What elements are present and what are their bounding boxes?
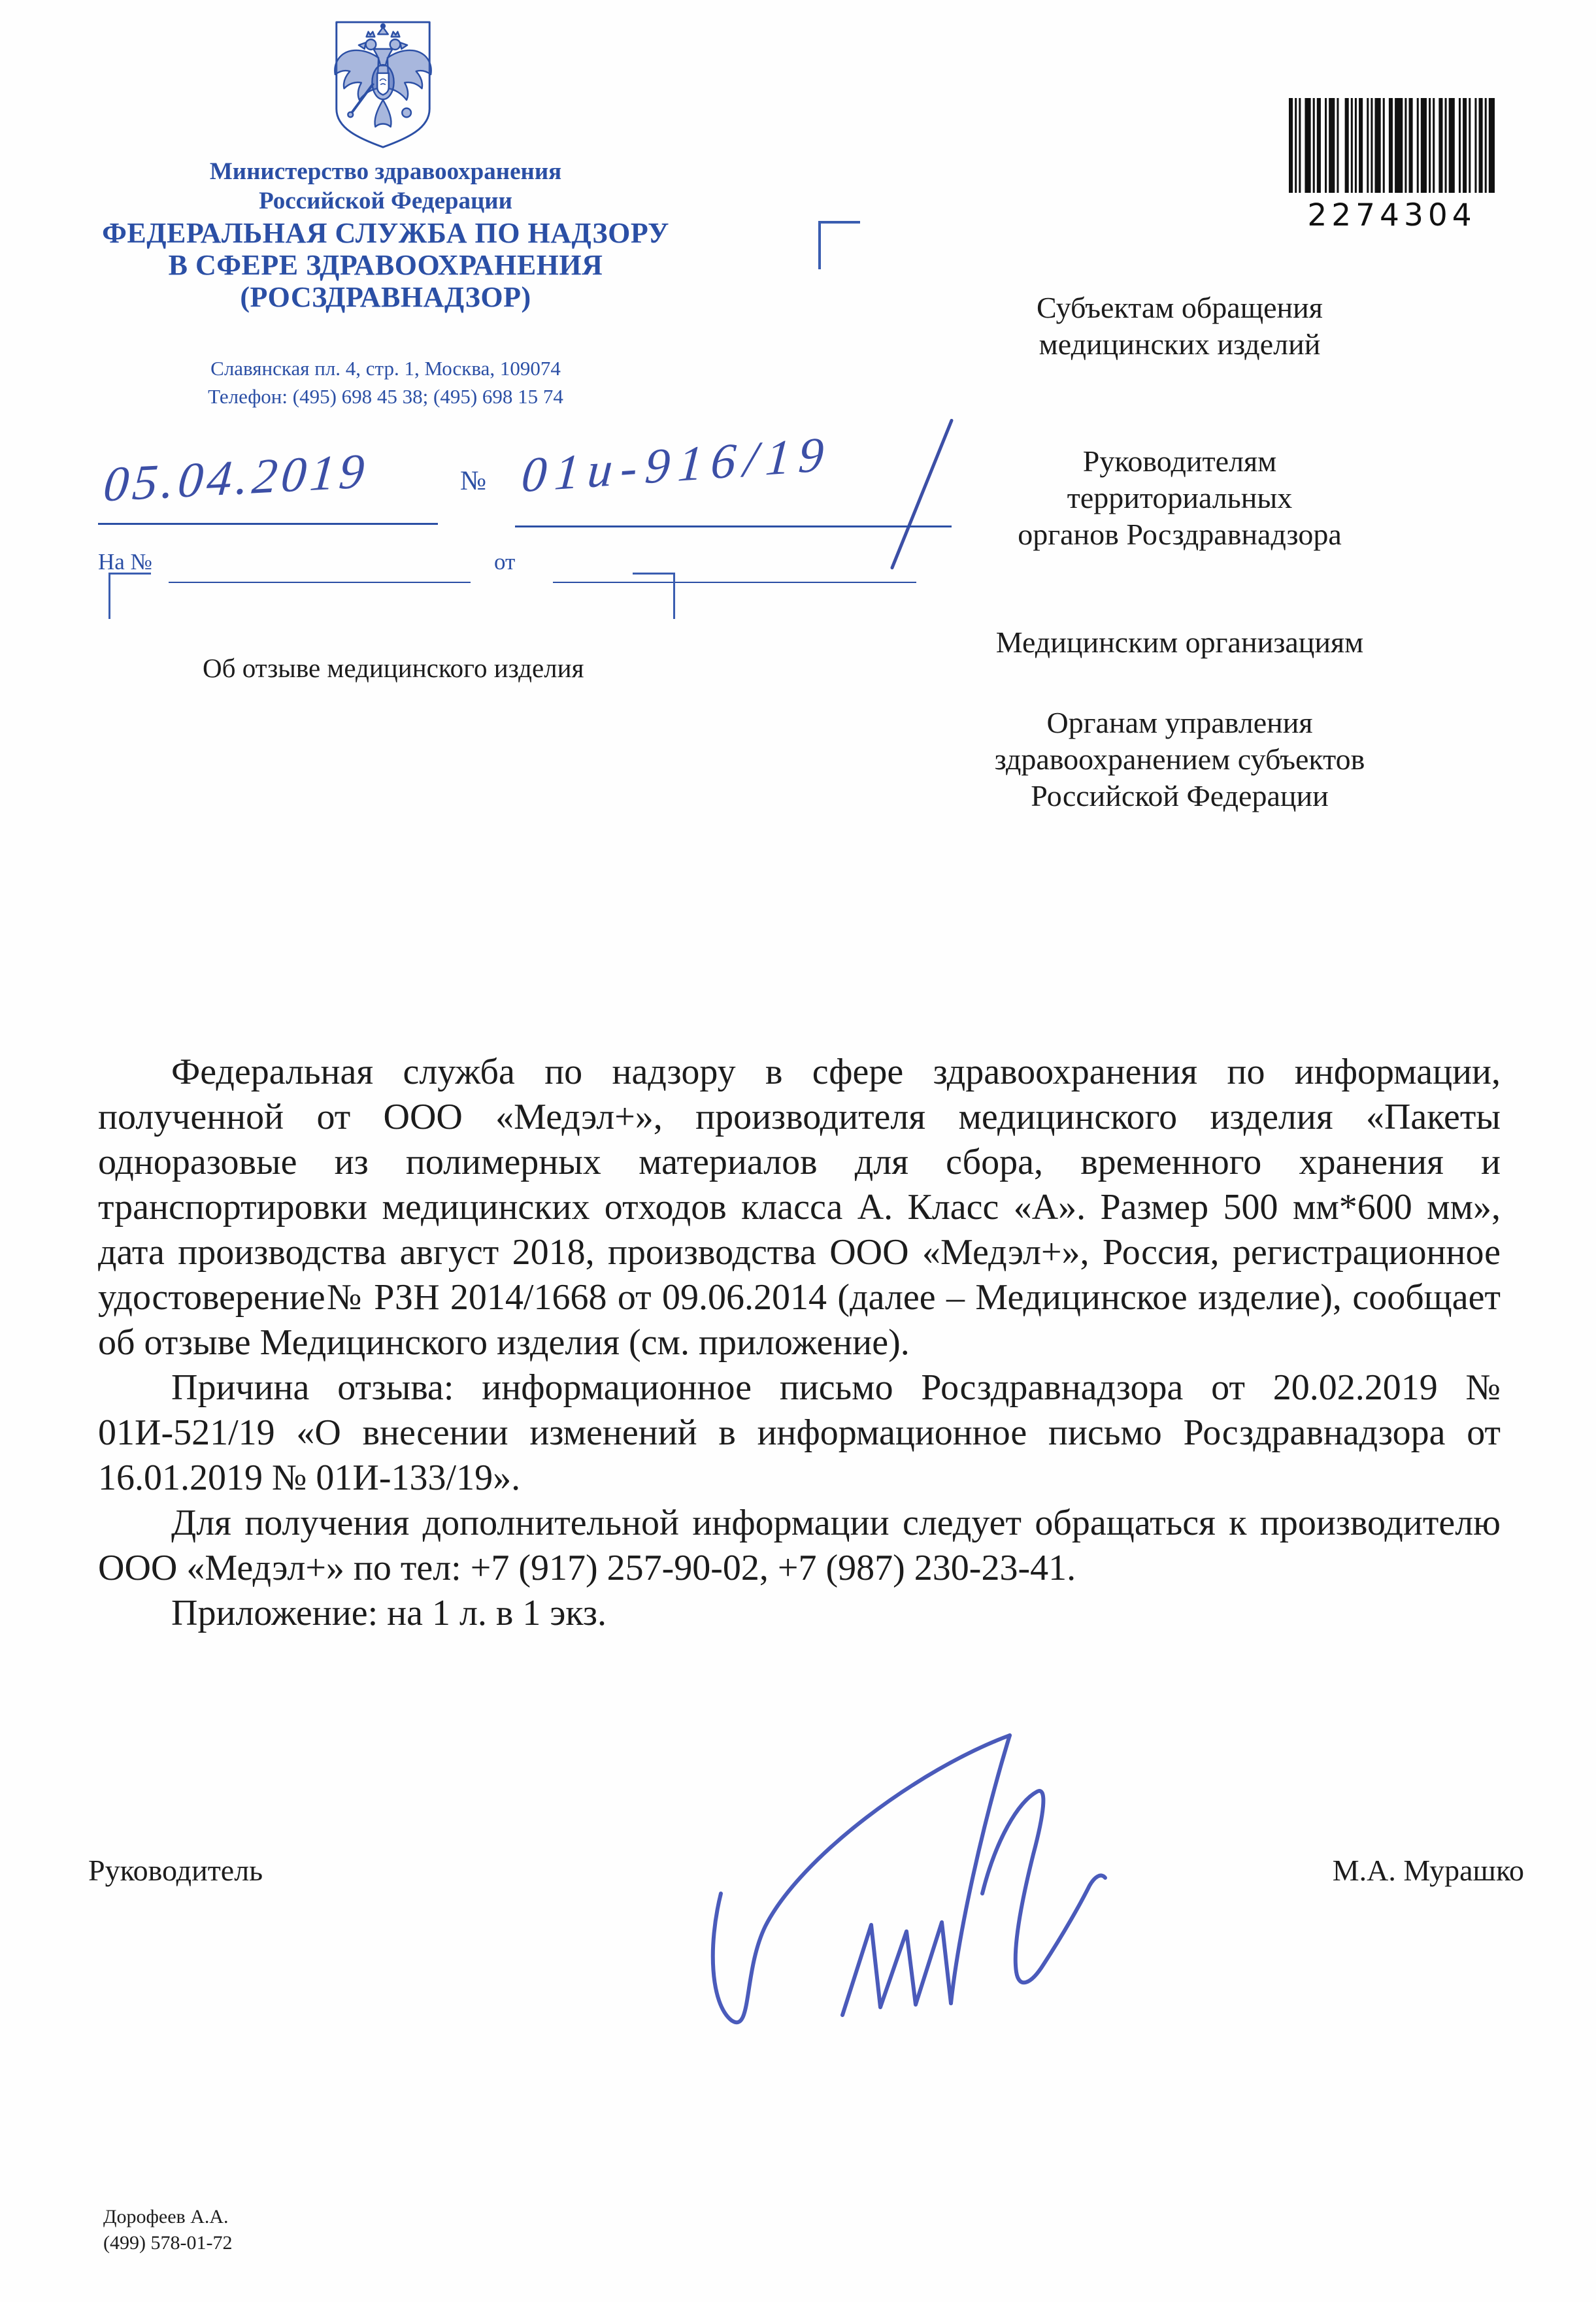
subject-zone-corner-mark-left bbox=[108, 573, 151, 619]
subject-zone-corner-mark-right bbox=[633, 573, 675, 619]
signer-name: М.А. Мурашко bbox=[1332, 1854, 1524, 1887]
recipient-territorial-bodies: Руководителям территориальных органов Росздравнадзора bbox=[1018, 444, 1342, 551]
in-reply-to-label: На № bbox=[98, 549, 152, 575]
service-line-1: ФЕДЕРАЛЬНАЯ СЛУЖБА ПО НАДЗОРУ bbox=[102, 217, 669, 249]
recipient-subjects-of-circulation: Субъектам обращения медицинских изделий bbox=[1037, 291, 1323, 361]
recipient-medical-organizations: Медицинским организациям bbox=[995, 626, 1364, 659]
recipients-column bbox=[850, 290, 1510, 814]
barcode-number: 2274304 bbox=[1307, 197, 1476, 233]
addressee-zone-corner-mark bbox=[818, 221, 860, 269]
ministry-line-2: Российской Федерации bbox=[259, 188, 512, 214]
signer-position-title: Руководитель bbox=[88, 1854, 263, 1887]
letterhead-phone: Телефон: (495) 698 45 38; (495) 698 15 74 bbox=[208, 385, 563, 408]
executor-name: Дорофеев А.А. bbox=[103, 2206, 229, 2227]
body-paragraph-2: Причина отзыва: информационное письмо Росздравнадзора от 20.02.2019 № 01И-521/19 «О внесении изменений в информационное письмо Росздравнадзора от 16.01.2019 № 01И-133/19». bbox=[98, 1367, 1501, 1498]
in-reply-number-blank bbox=[169, 582, 471, 583]
ministry-line-1: Министерство здравоохранения bbox=[209, 158, 562, 185]
registration-barcode bbox=[1289, 98, 1495, 233]
recipient-health-authorities: Органам управления здравоохранением субъектов Российской Федерации bbox=[994, 706, 1365, 812]
handwritten-date: 05.04.2019 bbox=[101, 443, 371, 512]
service-line-3: (РОСЗДРАВНАДЗОР) bbox=[240, 281, 531, 313]
letterhead-contacts bbox=[49, 354, 722, 410]
body-paragraph-3: Для получения дополнительной информации следует обращаться к производителю ООО «Медэл+» по тел: +7 (917) 257-90-02, +7 (987) 230-23-41. bbox=[98, 1503, 1501, 1588]
ministry-name bbox=[49, 157, 722, 216]
russia-coat-of-arms-icon bbox=[329, 20, 437, 150]
attachment-note: Приложение: на 1 л. в 1 экз. bbox=[171, 1593, 607, 1633]
body-paragraph-1: Федеральная служба по надзору в сфере здравоохранения по информации, полученной от ООО «Медэл+», производителя медицинского изделия «Пакеты одноразовые из полимерных материалов для сбора, временного хранения и транспортировки медицинских отходов класса А. Класс «А». Размер 500 мм*600 мм», дата производства август 2018, производства ООО «Медэл+», Россия, регистрационное удостоверение№ РЗН 2014/1668 от 09.06.2014 (далее – Медицинское изделие), сообщает об отзыве Медицинского изделия (см. приложение). bbox=[98, 1052, 1501, 1363]
signature-scribble bbox=[703, 1729, 1154, 2039]
letter-body bbox=[98, 1050, 1501, 1636]
date-underline bbox=[98, 523, 438, 525]
executor-block bbox=[103, 2204, 232, 2256]
handwritten-outgoing-number: 01и-916/19 bbox=[520, 426, 834, 503]
executor-phone: (499) 578-01-72 bbox=[103, 2232, 233, 2254]
subject-line: Об отзыве медицинского изделия bbox=[203, 653, 584, 683]
number-sign: № bbox=[460, 466, 487, 496]
service-name bbox=[49, 217, 722, 313]
service-line-2: В СФЕРЕ ЗДРАВООХРАНЕНИЯ bbox=[168, 249, 603, 281]
letterhead-address: Славянская пл. 4, стр. 1, Москва, 109074 bbox=[210, 357, 561, 380]
from-date-label: от bbox=[494, 549, 516, 575]
barcode-bars bbox=[1289, 98, 1495, 193]
